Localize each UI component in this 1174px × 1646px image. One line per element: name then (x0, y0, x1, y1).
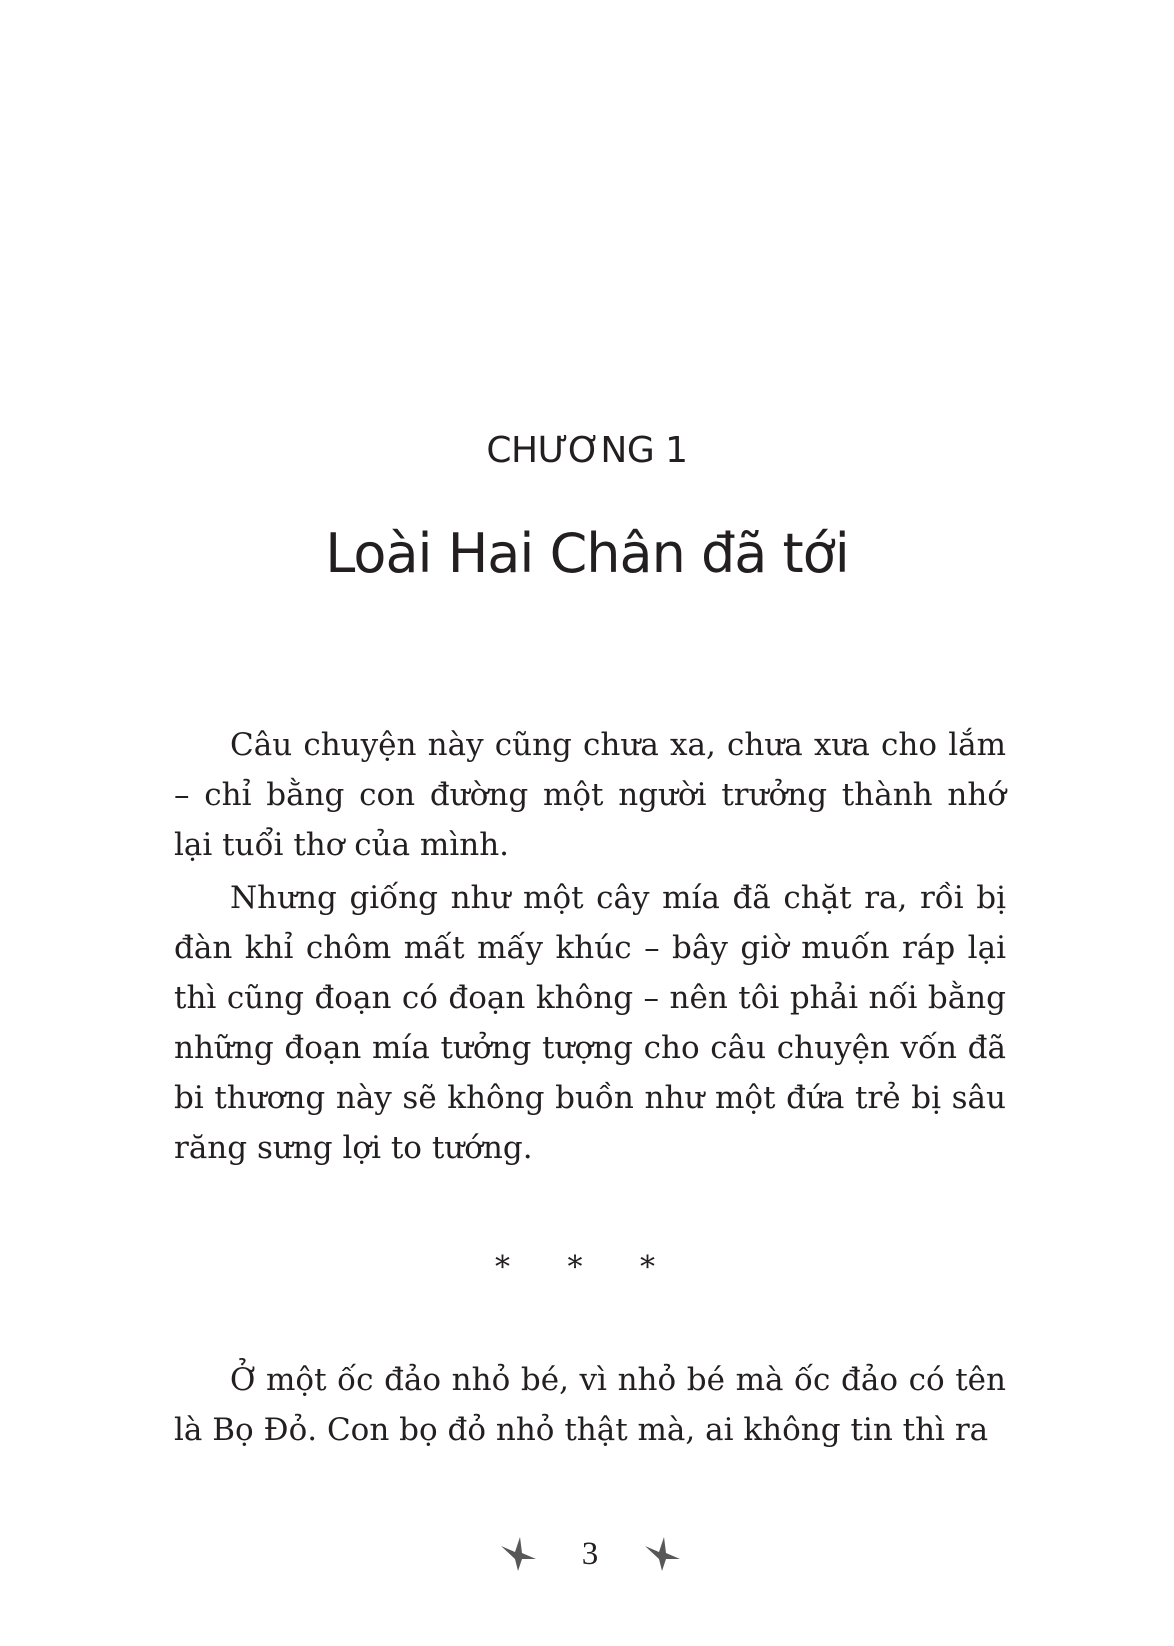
page-footer (0, 1532, 1174, 1582)
section-separator: * * * (494, 1250, 680, 1285)
star-icon (642, 1534, 682, 1574)
story-section-2 (174, 1355, 1006, 1455)
star-icon (498, 1534, 538, 1574)
story-section-1 (174, 720, 1006, 1173)
paragraph: Câu chuyện này cũng chưa xa, chưa xưa cho lắm – chỉ bằng con đường một người trưởng thành nhớ lại tuổi thơ của mình. (174, 727, 1006, 863)
paragraph: Nhưng giống như một cây mía đã chặt ra, rồi bị đàn khỉ chôm mất mấy khúc – bây giờ muốn ráp lại thì cũng đoạn có đoạn không – nên tôi phải nối bằng những đoạn mía tưởng tượng cho câu chuyện vốn đã bi thương này sẽ không buồn như một đứa trẻ bị sâu răng sưng lợi to tướng. (174, 880, 1006, 1166)
page-number: 3 (581, 1536, 599, 1572)
chapter-label: CHƯƠNG 1 (486, 430, 688, 471)
chapter-title: Loài Hai Chân đã tới (325, 522, 849, 585)
paragraph: Ở một ốc đảo nhỏ bé, vì nhỏ bé mà ốc đảo có tên là Bọ Đỏ. Con bọ đỏ nhỏ thật mà, ai không tin thì ra (174, 1362, 1006, 1448)
